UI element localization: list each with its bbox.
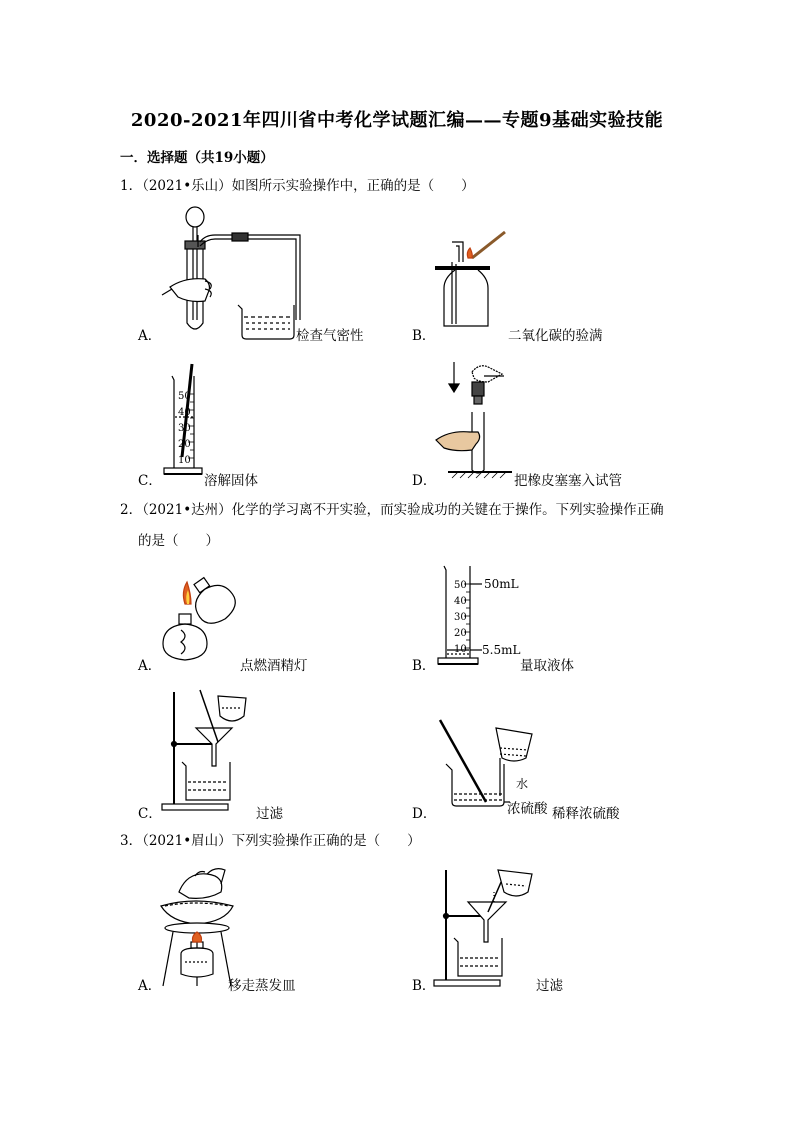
q2-option-b-caption: 量取液体 [520,658,574,674]
q3-option-b-caption: 过滤 [536,978,563,994]
q2-cylinder-tick: 10 [454,644,467,655]
sulfuric-acid-label: 浓硫酸 [507,801,548,817]
q1-cylinder-tick: 20 [178,439,191,450]
question-1-stem: 1．（2021•乐山）如图所示实验操作中，正确的是（ ） [120,178,475,194]
filtration-figure-q3 [432,866,542,990]
q2-option-c-caption: 过滤 [256,806,283,822]
question-2-stem-line-2: 的是（ ） [138,533,219,549]
alcohol-lamp-lighting-figure [155,574,255,666]
q1-option-b-letter[interactable]: B． [412,328,436,344]
q2-cylinder-tick: 50 [454,580,467,591]
section-heading: 一．选择题（共19小题） [120,150,274,166]
airtightness-apparatus-figure [160,205,380,340]
q1-option-c-letter[interactable]: C． [138,473,162,489]
q1-option-d-letter[interactable]: D． [412,473,437,489]
q1-cylinder-tick: 10 [178,455,191,466]
q1-cylinder-tick: 30 [178,423,191,434]
q2-option-d-caption: 稀释浓硫酸 [552,806,620,822]
q2-cylinder-tick: 40 [454,596,467,607]
q2-cylinder-tick: 20 [454,628,467,639]
q2-option-d-letter[interactable]: D． [412,806,437,822]
water-label: 水 [516,777,529,791]
cylinder-5-5ml-label: 5.5mL [482,643,521,657]
q2-option-b-letter[interactable]: B． [412,658,436,674]
question-2-stem-line-1: 2．（2021•达州）化学的学习离不开实验，而实验成功的关键在于操作。下列实验操作正确 [120,502,664,518]
question-3-stem: 3．（2021•眉山）下列实验操作正确的是（ ） [120,833,421,849]
q2-option-a-caption: 点燃酒精灯 [240,658,308,674]
q2-option-a-letter[interactable]: A． [138,658,162,674]
q1-option-a-caption: 检查气密性 [296,328,364,344]
q2-option-c-letter[interactable]: C． [138,806,162,822]
q1-option-b-caption: 二氧化碳的验满 [508,328,603,344]
q3-option-a-letter[interactable]: A． [138,978,162,994]
q1-cylinder-tick: 40 [178,407,191,418]
page-title: 2020-2021年四川省中考化学试题汇编——专题9基础实验技能 [130,110,664,131]
q3-option-b-letter[interactable]: B． [412,978,436,994]
graduated-cylinder-dissolve-figure [160,362,220,482]
q2-cylinder-tick: 30 [454,612,467,623]
cylinder-50ml-label: 50mL [484,577,519,591]
co2-verification-figure [430,228,540,338]
filtration-figure-q2 [160,686,260,814]
q3-option-a-caption: 移走蒸发皿 [228,978,296,994]
q1-option-d-caption: 把橡皮塞塞入试管 [514,473,622,489]
insert-stopper-figure [432,352,522,482]
evaporating-dish-removal-figure [155,866,245,990]
q1-cylinder-tick: 50 [178,391,191,402]
q1-option-c-caption: 溶解固体 [204,473,258,489]
q1-option-a-letter[interactable]: A． [138,328,162,344]
